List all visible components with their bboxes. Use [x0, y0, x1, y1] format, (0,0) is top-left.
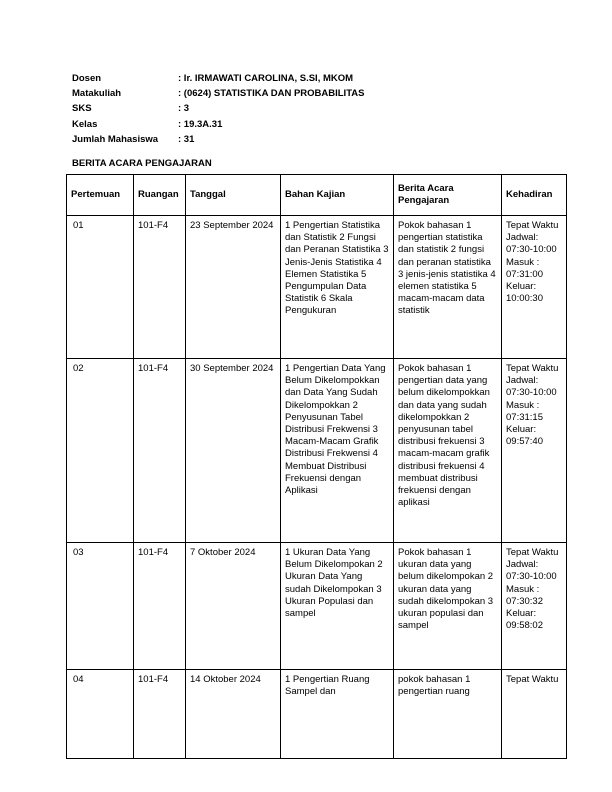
cell-tanggal: 14 Oktober 2024 — [186, 670, 281, 759]
table-row — [67, 670, 567, 759]
cell-berita-acara: Pokok bahasan 1 ukuran data yang belum dikelompokan 2 ukuran data yang sudah dikelompokan 3 ukuran populasi dan sampel — [394, 543, 502, 670]
cell-ruangan: 101-F4 — [134, 216, 186, 359]
cell-berita-acara: Pokok bahasan 1 pengertian statistika dan statistik 2 fungsi dan peranan statistika 3 jenis-jenis statistika 4 elemen statistika 5 macam-macam data statistik — [394, 216, 502, 359]
info-label: Jumlah Mahasiswa — [72, 133, 159, 145]
teaching-record-table — [66, 174, 567, 759]
info-label: Kelas — [72, 118, 98, 130]
info-label: Dosen — [72, 73, 102, 84]
cell-kehadiran: Tepat Waktu Jadwal: 07:30-10:00 Masuk : 07:31:00 Keluar: 10:00:30 — [502, 216, 567, 359]
info-row-kelas — [72, 117, 365, 132]
header-pertemuan: Pertemuan — [67, 175, 134, 216]
cell-bahan-kajian: 1 Pengertian Statistika dan Statistik 2 Fungsi dan Peranan Statistika 3 Jenis-Jenis Statistika 4 Elemen Statistika 5 Pengumpulan Data Statistik 6 Skala Pengukuran — [281, 216, 394, 359]
info-label: SKS — [72, 103, 92, 115]
header-bahan-kajian: Bahan Kajian — [281, 175, 394, 216]
cell-ruangan: 101-F4 — [134, 359, 186, 543]
table-row — [67, 216, 567, 359]
cell-tanggal: 7 Oktober 2024 — [186, 543, 281, 670]
table-row — [67, 359, 567, 543]
info-row-matakuliah — [72, 86, 365, 101]
cell-kehadiran: Tepat Waktu Jadwal: 07:30-10:00 Masuk : 07:31:15 Keluar: 09:57:40 — [502, 359, 567, 543]
cell-ruangan: 101-F4 — [134, 543, 186, 670]
cell-pertemuan: 04 — [67, 670, 134, 759]
info-value: : 19.3A.31 — [178, 118, 223, 130]
cell-pertemuan: 03 — [67, 543, 134, 670]
table-row — [67, 543, 567, 670]
cell-pertemuan: 01 — [67, 216, 134, 359]
cell-kehadiran: Tepat Waktu — [502, 670, 567, 759]
info-value: : (0624) STATISTIKA DAN PROBABILITAS — [178, 88, 365, 100]
section-title: BERITA ACARA PENGAJARAN — [72, 158, 212, 169]
info-label: Matakuliah — [72, 88, 122, 100]
info-row-dosen — [72, 71, 365, 86]
header-tanggal: Tanggal — [186, 175, 281, 216]
header-ruangan: Ruangan — [134, 175, 186, 216]
cell-berita-acara: pokok bahasan 1 pengertian ruang — [394, 670, 502, 759]
info-value: : 31 — [178, 133, 195, 145]
cell-kehadiran: Tepat Waktu Jadwal: 07:30-10:00 Masuk : 07:30:32 Keluar: 09:58:02 — [502, 543, 567, 670]
cell-bahan-kajian: 1 Pengertian Ruang Sampel dan — [281, 670, 394, 759]
course-info — [72, 71, 365, 147]
info-value: : Ir. IRMAWATI CAROLINA, S.SI, MKOM — [178, 73, 354, 84]
info-row-jumlah-mahasiswa — [72, 132, 365, 147]
info-value: : 3 — [178, 103, 190, 115]
cell-pertemuan: 02 — [67, 359, 134, 543]
header-berita-acara: Berita Acara Pengajaran — [394, 175, 502, 216]
header-kehadiran: Kehadiran — [502, 175, 567, 216]
cell-bahan-kajian: 1 Ukuran Data Yang Belum Dikelompokan 2 Ukuran Data Yang sudah Dikelompokan 3 Ukuran Populasi dan sampel — [281, 543, 394, 670]
info-row-sks — [72, 101, 365, 116]
table-header-row — [67, 175, 567, 216]
cell-ruangan: 101-F4 — [134, 670, 186, 759]
cell-tanggal: 23 September 2024 — [186, 216, 281, 359]
cell-bahan-kajian: 1 Pengertian Data Yang Belum Dikelompokkan dan Data Yang Sudah Dikelompokkan 2 Penyusunan Tabel Distribusi Frekwensi 3 Macam-Macam Grafik Distribusi Frekwensi 4 Membuat Distribusi Frekuensi dengan Aplikasi — [281, 359, 394, 543]
cell-berita-acara: Pokok bahasan 1 pengertian data yang belum dikelompokkan dan data yang sudah dikelompokkan 2 penyusunan tabel distribusi frekuensi 3 macam-macam grafik distribusi frekuensi 4 membuat distribusi frekuensi dengan aplikasi — [394, 359, 502, 543]
cell-tanggal: 30 September 2024 — [186, 359, 281, 543]
